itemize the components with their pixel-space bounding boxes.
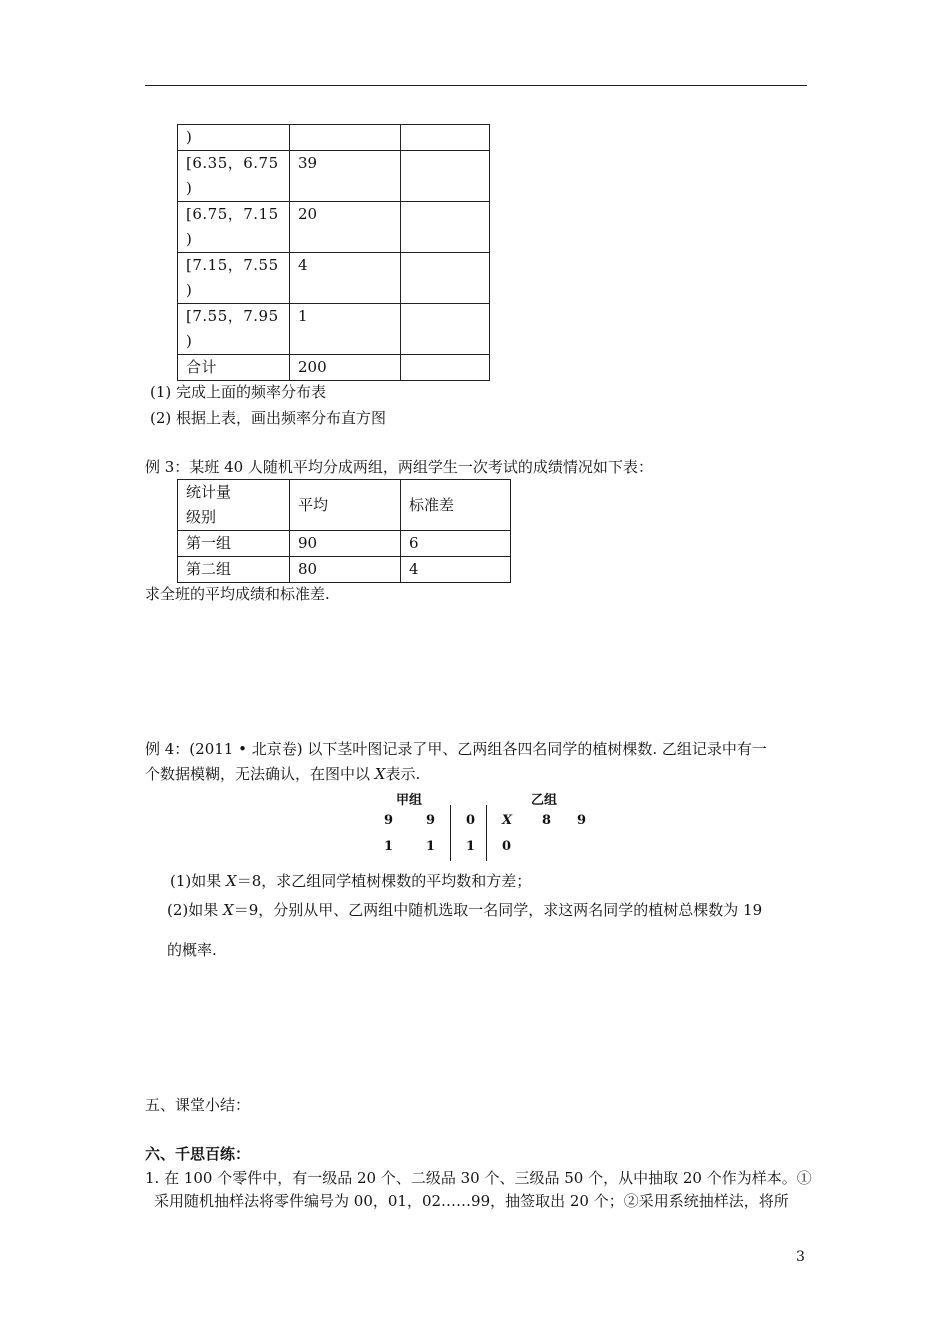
interval-cell: ) bbox=[178, 125, 290, 151]
leaf: 9 bbox=[384, 813, 394, 828]
practice-1-line-2: 采用随机抽样法将零件编号为 00，01，02……99，抽签取出 20 个；②采用系统抽样法，将所 bbox=[154, 1192, 789, 1210]
header-std: 标准差 bbox=[401, 480, 511, 531]
example-4-line-2: 个数据模糊，无法确认，在图中以 X表示. bbox=[145, 765, 421, 783]
table-row bbox=[178, 531, 511, 557]
leaf: 1 bbox=[384, 839, 394, 854]
count-cell: 20 bbox=[290, 202, 401, 253]
frequency-cell bbox=[401, 151, 490, 202]
total-label: 合计 bbox=[178, 355, 290, 381]
leaf: 8 bbox=[542, 813, 552, 828]
mean-cell: 90 bbox=[290, 531, 401, 557]
leaf: 1 bbox=[426, 839, 436, 854]
section-5-heading: 五、课堂小结： bbox=[145, 1096, 251, 1114]
example-4-sub-1: (1)如果 X＝8，求乙组同学植树棵数的平均数和方差； bbox=[170, 872, 532, 890]
frequency-cell bbox=[401, 125, 490, 151]
std-cell: 4 bbox=[401, 557, 511, 583]
frequency-cell bbox=[401, 253, 490, 304]
table-row bbox=[178, 202, 490, 253]
header-cell: 统计量 级别 bbox=[178, 480, 290, 531]
interval-cell: [6.75，7.15 ) bbox=[178, 202, 290, 253]
leaf: 9 bbox=[577, 813, 587, 828]
count-cell bbox=[290, 125, 401, 151]
count-cell: 4 bbox=[290, 253, 401, 304]
question-2: (2) 根据上表，画出频率分布直方图 bbox=[150, 409, 387, 427]
leaf: 9 bbox=[426, 813, 436, 828]
group-cell: 第一组 bbox=[178, 531, 290, 557]
header-rule bbox=[145, 85, 807, 86]
interval-cell: [7.55，7.95 ) bbox=[178, 304, 290, 355]
stem: 1 bbox=[466, 839, 476, 854]
section-6-heading: 六、千思百练： bbox=[145, 1145, 251, 1163]
left-group-title: 甲组 bbox=[396, 793, 423, 808]
frequency-table bbox=[177, 124, 490, 381]
mean-cell: 80 bbox=[290, 557, 401, 583]
stem: 0 bbox=[466, 813, 476, 828]
example-3-text: 例 3：某班 40 人随机平均分成两组，两组学生一次考试的成绩情况如下表： bbox=[145, 458, 653, 476]
table-row bbox=[178, 253, 490, 304]
leaf: X bbox=[502, 813, 513, 828]
count-cell: 1 bbox=[290, 304, 401, 355]
table-row bbox=[178, 125, 490, 151]
table-row bbox=[178, 151, 490, 202]
statistics-table bbox=[177, 479, 511, 583]
frequency-cell bbox=[401, 202, 490, 253]
page-number: 3 bbox=[796, 1249, 805, 1265]
leaf: 0 bbox=[502, 839, 512, 854]
right-group-title: 乙组 bbox=[531, 793, 558, 808]
table-row bbox=[178, 557, 511, 583]
example-4-sub-2: (2)如果 X＝9，分别从甲、乙两组中随机选取一名同学，求这两名同学的植树总棵数为 19 bbox=[167, 901, 763, 919]
std-cell: 6 bbox=[401, 531, 511, 557]
table-header-row bbox=[178, 480, 511, 531]
example-4-line-1: 例 4：(2011 • 北京卷) 以下茎叶图记录了甲、乙两组各四名同学的植树棵数. 乙组记录中有一 bbox=[145, 740, 767, 758]
interval-cell: [7.15，7.55 ) bbox=[178, 253, 290, 304]
table-row bbox=[178, 304, 490, 355]
table-row-total bbox=[178, 355, 490, 381]
stem-divider-right bbox=[486, 805, 487, 861]
example-3-question: 求全班的平均成绩和标准差. bbox=[145, 585, 330, 603]
group-cell: 第二组 bbox=[178, 557, 290, 583]
count-cell: 39 bbox=[290, 151, 401, 202]
example-4-sub-2-cont: 的概率. bbox=[167, 941, 217, 959]
practice-1-line-1: 1. 在 100 个零件中，有一级品 20 个、二级品 30 个、三级品 50 个，从中抽取 20 个作为样本。① bbox=[145, 1169, 812, 1187]
question-1: (1) 完成上面的频率分布表 bbox=[150, 383, 327, 401]
header-mean: 平均 bbox=[290, 480, 401, 531]
frequency-cell bbox=[401, 304, 490, 355]
frequency-cell bbox=[401, 355, 490, 381]
total-count: 200 bbox=[290, 355, 401, 381]
stem-divider-left bbox=[450, 805, 451, 861]
interval-cell: [6.35，6.75 ) bbox=[178, 151, 290, 202]
